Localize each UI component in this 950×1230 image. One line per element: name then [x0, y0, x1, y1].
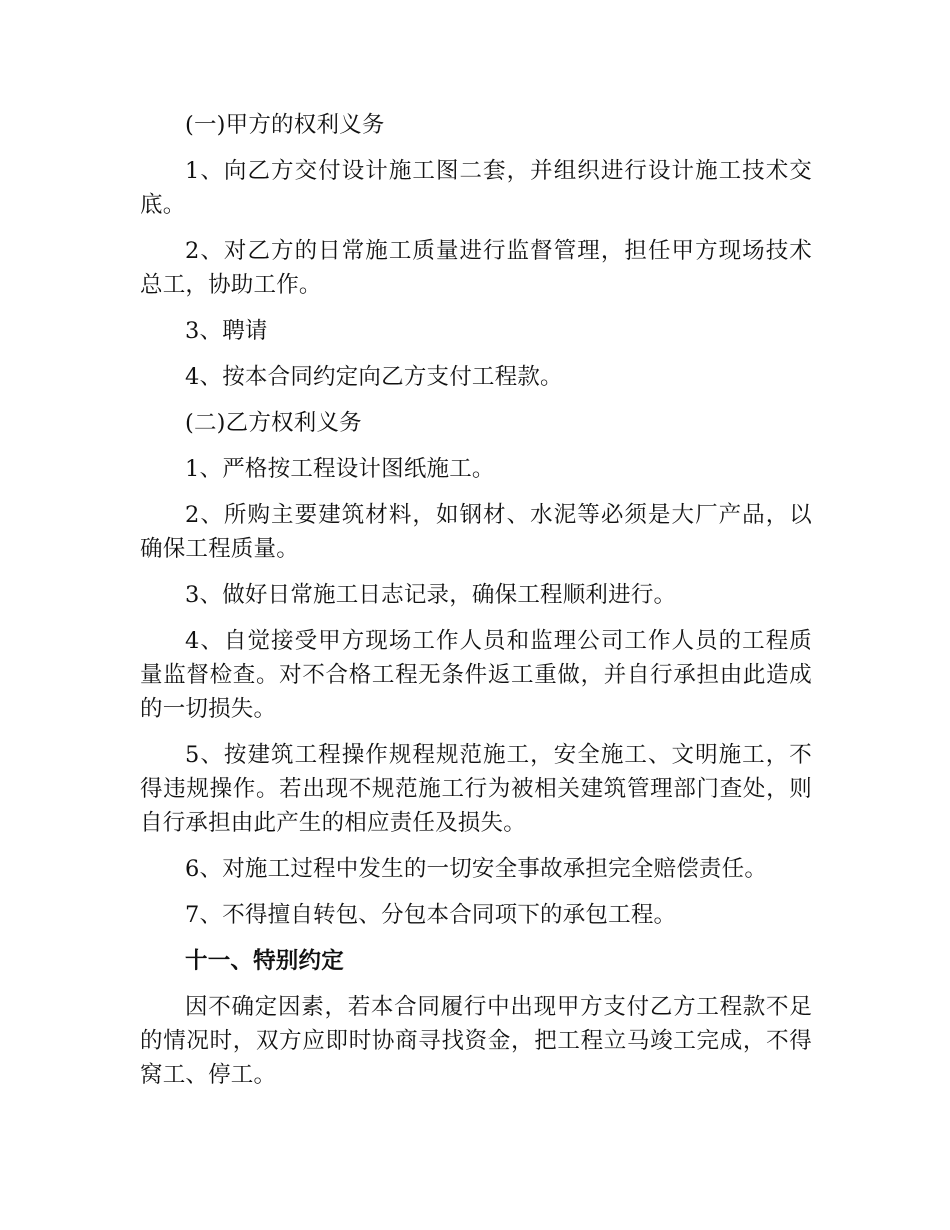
special-terms-body: 因不确定因素，若本合同履行中出现甲方支付乙方工程款不足的情况时，双方应即时协商寻找资金，把工程立马竣工完成，不得窝工、停工。: [140, 994, 812, 1088]
party-b-item-6: 6、对施工过程中发生的一切安全事故承担完全赔偿责任。: [185, 856, 768, 882]
document-page: [140, 108, 812, 1104]
party-b-item-3: 3、做好日常施工日志记录，确保工程顺利进行。: [185, 582, 677, 608]
party-b-item-2: 2、所购主要建筑材料，如钢材、水泥等必须是大厂产品，以确保工程质量。: [140, 502, 812, 562]
party-b-item-5: 5、按建筑工程操作规程规范施工，安全施工、文明施工，不得违规操作。若出现不规范施工行为被相关建筑管理部门查处，则自行承担由此产生的相应责任及损失。: [140, 742, 812, 836]
party-a-item-1: 1、向乙方交付设计施工图二套，并组织进行设计施工技术交底。: [140, 158, 812, 218]
party-a-item-3: 3、聘请: [185, 318, 268, 344]
party-b-item-1: 1、严格按工程设计图纸施工。: [185, 456, 495, 482]
party-b-item-7: 7、不得擅自转包、分包本合同项下的承包工程。: [185, 902, 677, 928]
party-a-item-4: 4、按本合同约定向乙方支付工程款。: [185, 364, 563, 390]
section-heading-party-b: (二)乙方权利义务: [185, 410, 362, 436]
party-a-item-2: 2、对乙方的日常施工质量进行监督管理，担任甲方现场技术总工，协助工作。: [140, 238, 812, 298]
section-heading-party-a: (一)甲方的权利义务: [185, 112, 385, 138]
section-heading-special-terms: 十一、特别约定: [185, 948, 344, 974]
party-b-item-4: 4、自觉接受甲方现场工作人员和监理公司工作人员的工程质量监督检查。对不合格工程无条件返工重做，并自行承担由此造成的一切损失。: [140, 628, 812, 722]
